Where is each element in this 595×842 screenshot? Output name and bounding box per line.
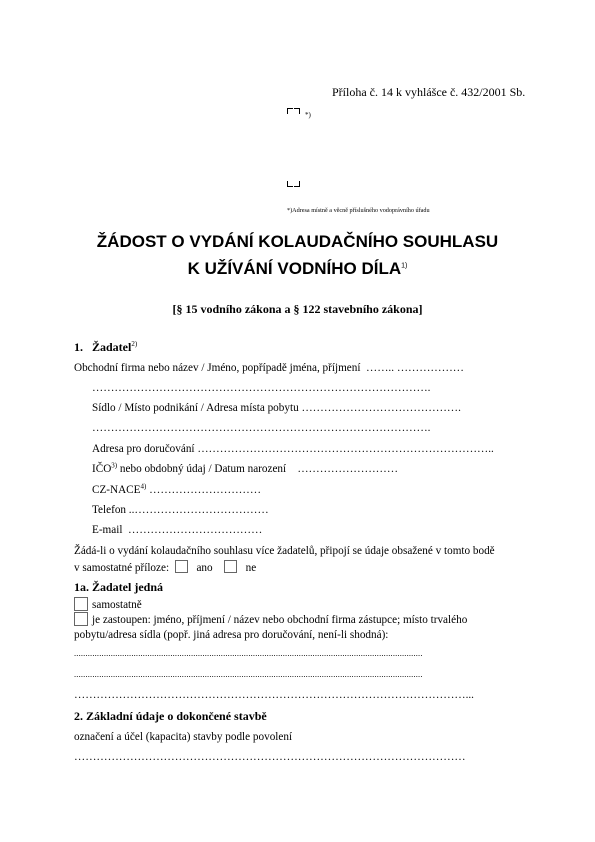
form-title-line1: ŽÁDOST O VYDÁNÍ KOLAUDAČNÍHO SOUHLASU bbox=[96, 232, 499, 251]
address-note: *)Adresa místně a věcně příslušného vodoprávního úřadu bbox=[287, 207, 430, 214]
legal-basis: [§ 15 vodního zákona a § 122 stavebního zákona] bbox=[172, 302, 423, 316]
ico-label: IČO bbox=[92, 463, 112, 475]
independent-label: samostatně bbox=[92, 599, 142, 611]
section1-heading bbox=[92, 340, 137, 355]
form-title-line2 bbox=[0, 259, 595, 279]
section2-heading: 2. Základní údaje o dokončené stavbě bbox=[74, 709, 267, 723]
phone-dots: ……………………………… bbox=[134, 504, 269, 516]
delivery-address-dots: …………………………………………………………………….. bbox=[197, 443, 494, 455]
nace-footnote-ref: 4) bbox=[140, 482, 147, 491]
representative-line-2[interactable]: ........................................................................................................................................................ bbox=[74, 670, 423, 679]
ico-field[interactable] bbox=[92, 463, 398, 475]
nace-field[interactable] bbox=[92, 484, 261, 496]
firm-name-field[interactable] bbox=[74, 362, 464, 374]
no-label: ne bbox=[245, 562, 257, 574]
section1-footnote-ref: 2) bbox=[131, 340, 138, 348]
yes-checkbox[interactable] bbox=[175, 560, 188, 573]
section1-number: 1. bbox=[74, 340, 83, 354]
representative-line-1[interactable]: ........................................................................................................................................................ bbox=[74, 649, 423, 658]
representative-line-3[interactable]: ……………………………………………………………………………………………... bbox=[74, 689, 474, 701]
represented-label: je zastoupen: jméno, příjmení / název nebo obchodní firma zástupce; místo trvalého bbox=[92, 614, 468, 626]
firm-name-dots: …….. ……………… bbox=[366, 362, 464, 374]
seat-dots: ……………………………………. bbox=[301, 402, 461, 414]
multi-applicant-label: v samostatné příloze: bbox=[74, 562, 170, 574]
ico-footnote-ref: 3) bbox=[111, 461, 118, 470]
seat-label: Sídlo / Místo podnikání / Adresa místa pobytu bbox=[92, 402, 299, 414]
yes-label: ano bbox=[196, 562, 213, 574]
delivery-address-field[interactable] bbox=[92, 443, 494, 455]
ico-dots: ……………………… bbox=[297, 463, 399, 475]
independent-checkbox[interactable] bbox=[74, 597, 88, 611]
phone-field[interactable] bbox=[92, 504, 269, 516]
email-field[interactable] bbox=[92, 524, 262, 536]
building-purpose-label: označení a účel (kapacita) stavby podle povolení bbox=[74, 731, 293, 743]
section1a-heading: 1a. Žadatel jedná bbox=[74, 580, 164, 594]
annex-reference: Příloha č. 14 k vyhlášce č. 432/2001 Sb. bbox=[332, 85, 526, 99]
firm-name-label: Obchodní firma nebo název / Jméno, popřípadě jména, příjmení bbox=[74, 362, 361, 374]
title-line2-text: K UŽÍVÁNÍ VODNÍHO DÍLA bbox=[187, 259, 402, 278]
corner-bottom-right bbox=[294, 181, 300, 187]
multi-applicant-text: Žádá-li o vydání kolaudačního souhlasu více žadatelů, připojí se údaje obsažené v tomto bodě bbox=[74, 545, 495, 557]
email-label: E-mail bbox=[92, 524, 123, 536]
delivery-address-label: Adresa pro doručování bbox=[92, 443, 195, 455]
section1-heading-text: Žadatel bbox=[92, 340, 132, 354]
nace-label: CZ-NACE bbox=[92, 484, 141, 496]
address-mark: *) bbox=[305, 111, 311, 119]
email-dots: ……………………………… bbox=[128, 524, 263, 536]
phone-label: Telefon .. bbox=[92, 504, 135, 516]
firm-name-continuation[interactable]: ………………………………………………………………………………. bbox=[92, 382, 431, 394]
seat-continuation[interactable]: ………………………………………………………………………………. bbox=[92, 422, 431, 434]
no-checkbox[interactable] bbox=[224, 560, 237, 573]
represented-label-cont: pobytu/adresa sídla (popř. jiná adresa pro doručování, není-li shodná): bbox=[74, 629, 389, 641]
ico-label-rest: nebo obdobný údaj / Datum narození bbox=[117, 463, 287, 475]
seat-field[interactable] bbox=[92, 402, 461, 414]
multi-applicant-choice bbox=[74, 560, 256, 574]
corner-top-left bbox=[287, 108, 293, 114]
nace-dots: ………………………… bbox=[149, 484, 261, 496]
title-footnote-ref: 1) bbox=[401, 262, 408, 270]
building-purpose-line[interactable]: …………………………………………………………………………………………… bbox=[74, 751, 466, 763]
represented-checkbox[interactable] bbox=[74, 612, 88, 626]
corner-bottom-left bbox=[287, 181, 293, 187]
corner-top-right bbox=[294, 108, 300, 114]
